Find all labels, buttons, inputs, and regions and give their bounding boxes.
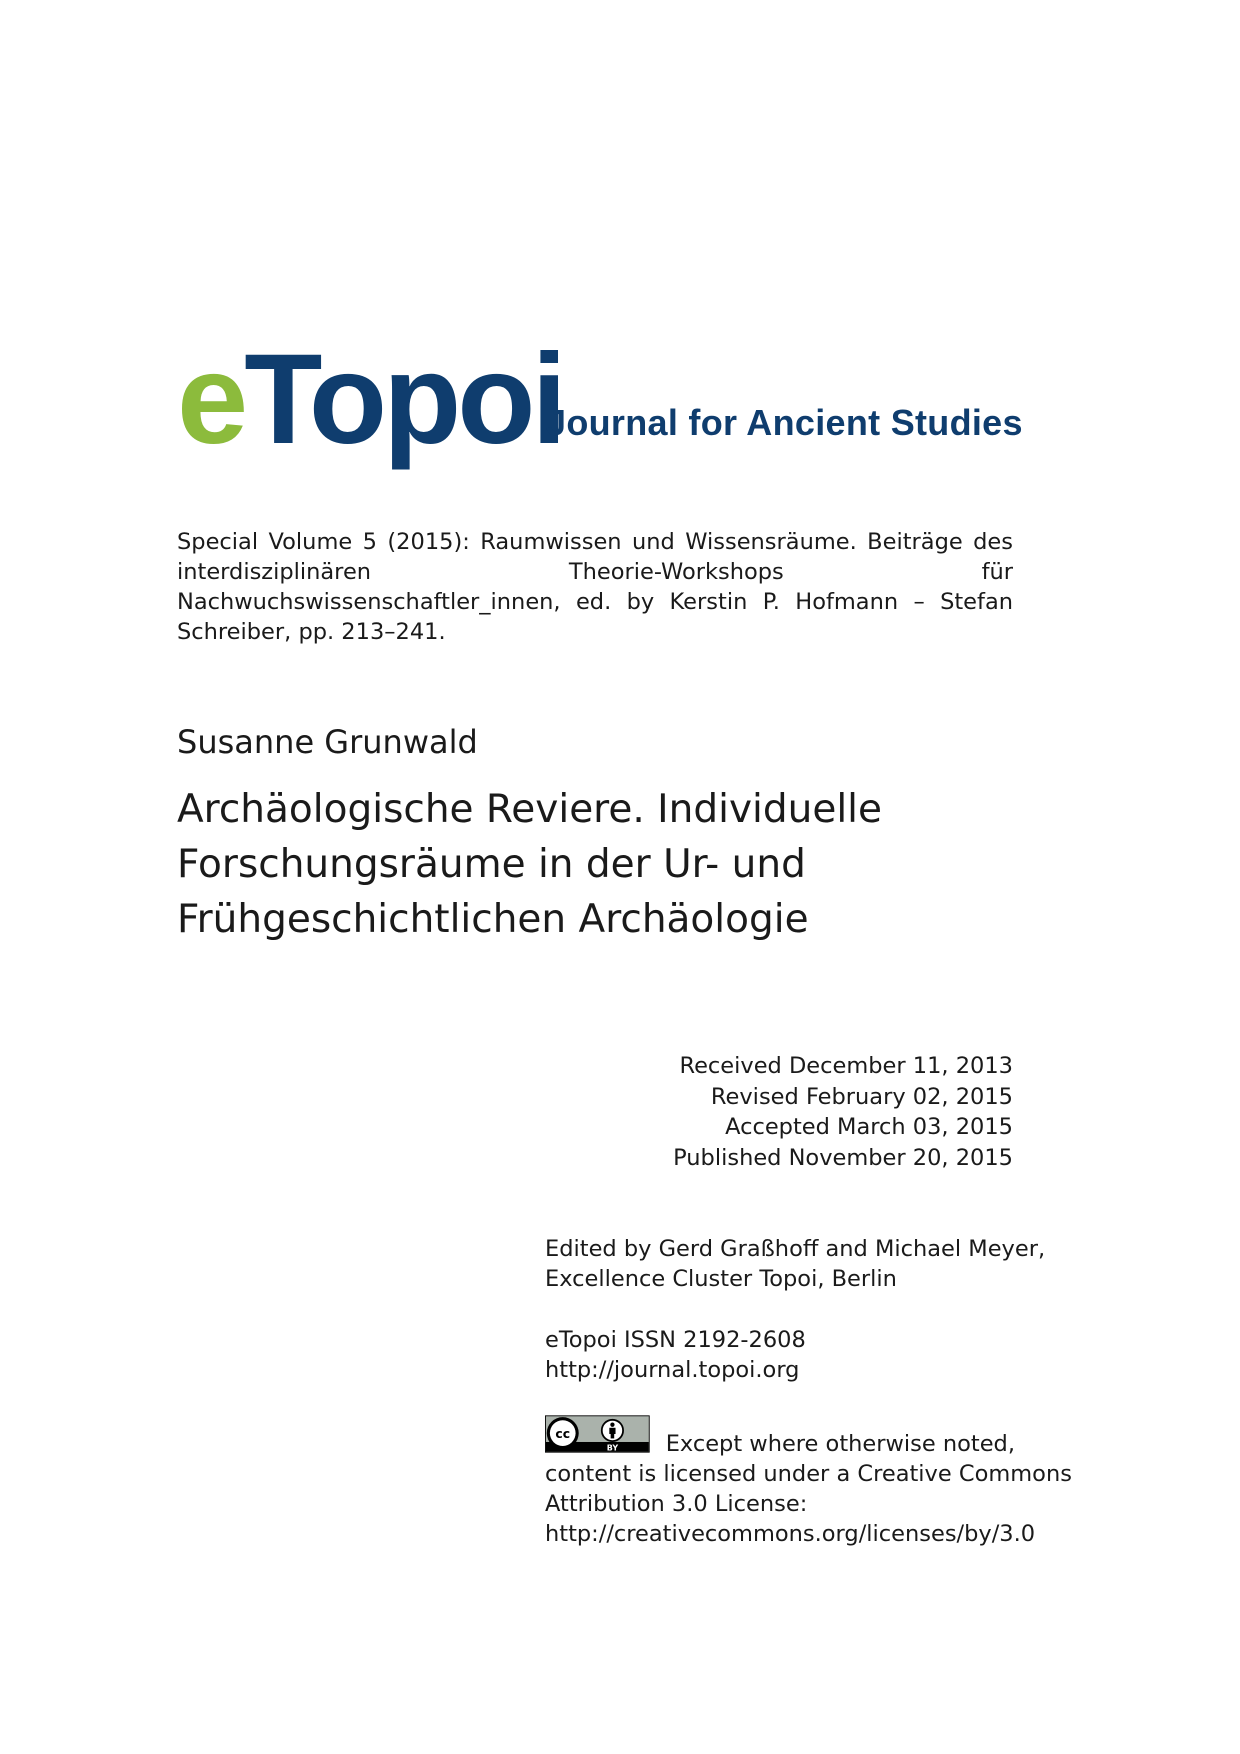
author-name: Susanne Grunwald <box>177 723 478 761</box>
cc-by-badge-icon[interactable] <box>545 1413 650 1455</box>
license-url-link[interactable]: http://creativecommons.org/licenses/by/3.0 <box>545 1521 1036 1547</box>
license-line: content is licensed under a Creative Commons <box>545 1461 1072 1487</box>
license-block <box>545 1413 1072 1549</box>
logo-name: Topoi <box>244 328 563 471</box>
title-line: Frühgeschichtlichen Archäologie <box>177 897 809 942</box>
by-badge-text: BY <box>606 1443 619 1453</box>
issn-line: eTopoi ISSN 2192-2608 <box>545 1327 806 1353</box>
issn-block <box>545 1325 1015 1385</box>
license-line: Except where otherwise noted, <box>665 1431 1015 1457</box>
date-accepted: Accepted March 03, 2015 <box>725 1114 1013 1140</box>
editors-block <box>545 1234 1046 1294</box>
logo-prefix: e <box>177 328 245 471</box>
date-published: Published November 20, 2015 <box>673 1144 1013 1171</box>
license-row <box>545 1413 1015 1459</box>
etopoi-logo <box>177 328 563 471</box>
cc-badge-text: cc <box>555 1425 571 1441</box>
volume-info: Special Volume 5 (2015): Raumwissen und Wissensräume. Beiträge des interdisziplinären Theorie-Workshops für Nachwuchswissenschaftler_innen, ed. by Kerstin P. Hofmann – Stefan Schreiber, pp. 213–241. <box>177 529 1013 645</box>
date-received: Received December 11, 2013 <box>679 1053 1013 1079</box>
title-line: Archäologische Reviere. Individuelle <box>177 787 883 832</box>
license-line: Attribution 3.0 License: <box>545 1491 808 1517</box>
journal-subtitle: Journal for Ancient Studies <box>546 402 1023 443</box>
editors-line: Edited by Gerd Graßhoff and Michael Meyer, <box>545 1236 1046 1262</box>
editors-line: Excellence Cluster Topoi, Berlin <box>545 1266 897 1292</box>
date-revised: Revised February 02, 2015 <box>710 1083 1013 1110</box>
title-line: Forschungsräume in der Ur- und <box>177 842 806 887</box>
journal-url-link[interactable]: http://journal.topoi.org <box>545 1357 800 1383</box>
article-title <box>177 782 883 947</box>
publication-dates <box>560 1051 1013 1173</box>
